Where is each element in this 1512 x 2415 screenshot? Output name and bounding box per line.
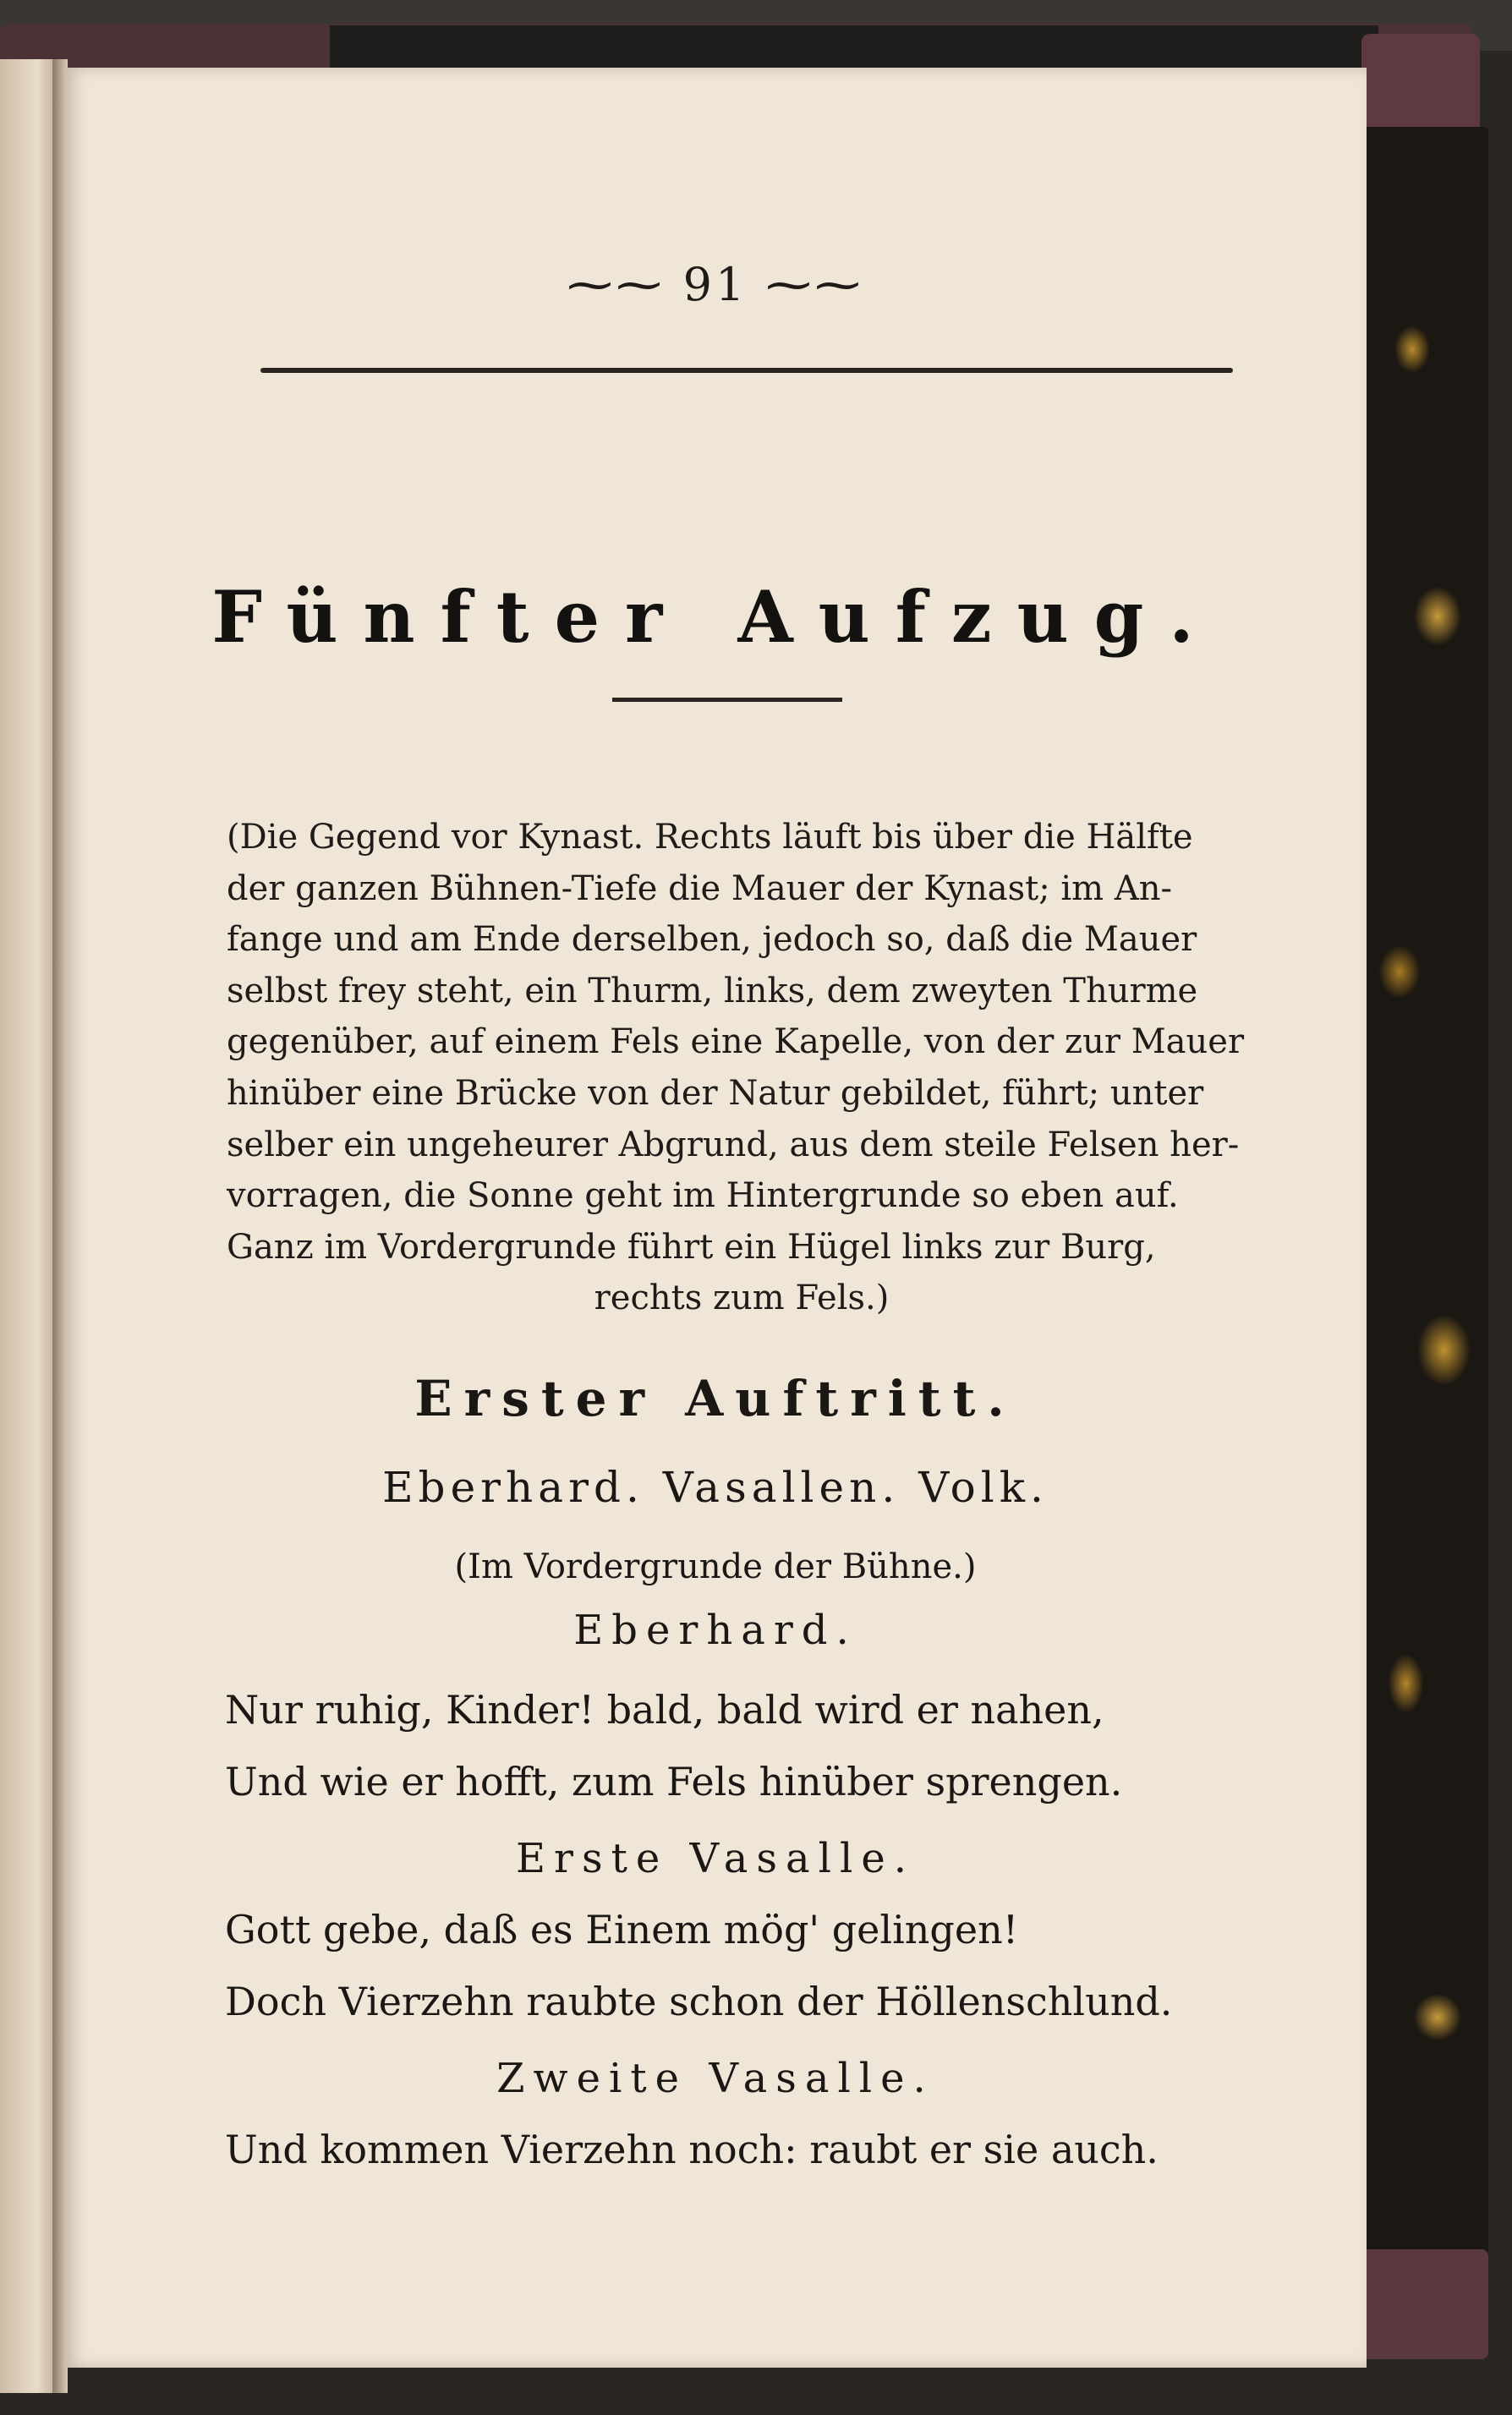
book-page [64,68,1367,2368]
verse-line: Und wie er hofft, zum Fels hinüber sprengen. [225,1759,1123,1804]
verse-line: Gott gebe, daß es Einem mög' gelingen! [225,1907,1019,1952]
verse-line: Und kommen Vierzehn noch: raubt er sie auch. [225,2127,1159,2172]
act-title: Fünfter Aufzug. [211,575,1219,659]
speaker-name: Eberhard. [573,1607,857,1654]
stage-direction [227,812,1257,1324]
scene-cast: Eberhard. Vasallen. Volk. [382,1463,1049,1512]
verse-line: Nur ruhig, Kinder! bald, bald wird er nahen, [225,1687,1104,1733]
scene-note: (Im Vordergrunde der Bühne.) [454,1547,977,1586]
stage-line: selber ein ungeheurer Abgrund, aus dem steile Felsen her- [227,1125,1240,1164]
scene-title: Erster Auftritt. [414,1370,1016,1427]
page-header: ⁓⁓ 91 ⁓⁓ [567,258,864,311]
title-rule [612,698,842,702]
stage-line: vorragen, die Sonne geht im Hintergrunde so eben auf. [227,1176,1179,1216]
stage-line: gegenüber, auf einem Fels eine Kapelle, von der zur Mauer [227,1022,1245,1062]
verse-line: Doch Vierzehn raubte schon der Höllenschlund. [225,1979,1173,2024]
stage-line: selbst frey steht, ein Thurm, links, dem zweyten Thurme [227,971,1198,1010]
stage-line: der ganzen Bühnen-Tiefe die Mauer der Kynast; im An- [227,868,1172,908]
speaker-name: Zweite Vasalle. [496,2055,934,2102]
marbled-cover [1361,127,1488,2351]
cover-corner-bottom [1353,2249,1488,2359]
stage-line-last: rechts zum Fels.) [594,1279,890,1318]
stage-line: fange und am Ende derselben, jedoch so, daß die Mauer [227,920,1197,960]
binding-shadow [330,25,1378,73]
stage-line: Ganz im Vordergrunde führt ein Hügel links zur Burg, [227,1227,1156,1267]
speaker-name: Erste Vasalle. [515,1835,916,1882]
header-rule [260,368,1233,373]
stage-line: hinüber eine Brücke von der Natur gebildet, führt; unter [227,1073,1204,1113]
stage-line: (Die Gegend vor Kynast. Rechts läuft bis über die Hälfte [227,818,1193,857]
